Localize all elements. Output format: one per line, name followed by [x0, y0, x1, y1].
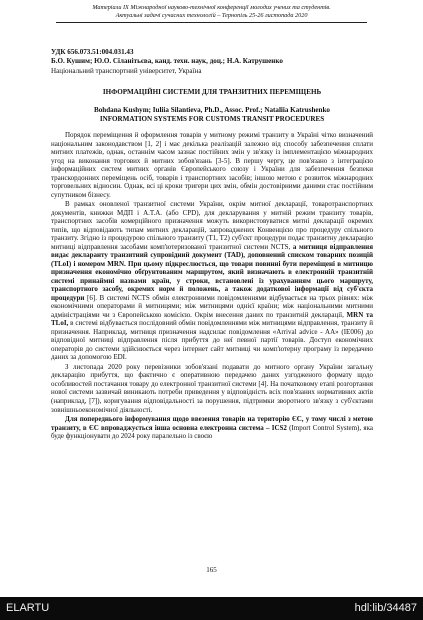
paragraph-4-bold-b: ICS2: [269, 423, 287, 432]
article-body: [51, 131, 373, 442]
article-title-en: INFORMATION SYSTEMS FOR CUSTOMS TRANSIT PROCEDURES: [99, 115, 325, 124]
paragraph-2: [51, 200, 373, 362]
paragraph-3: З листопада 2020 року перевізники зобов'язані подавати до митного органу України загальну декларацію прибуття, що фактично є оперативною передачею даних узгодженого формату щодо особливостей постачання товару до електронної транзитної системи [4]. На початковому етапі розгортання нової системи зазвичай виникають потреби приведення у відповідність всіх пов'язаних нормативних актів (наприклад, [7]), коригування відповідальності за порушення, підтримки зворотного зв'язку з суб'єктами зовнішньоекономічної діяльності.: [51, 362, 373, 414]
article-title-ua: ІНФОРМАЦІЙНІ СИСТЕМИ ДЛЯ ТРАНЗИТНИХ ПЕРЕМІЩЕНЬ: [102, 88, 322, 96]
footer-repository-name: ELARTU: [6, 602, 50, 614]
authors-en: Bohdana Kushym; Iuliia Silantieva, Ph.D., Assoc. Prof.; Nataliia Katrushenko: [94, 106, 330, 114]
footer-handle: hdl:lib/34487: [354, 602, 417, 614]
paragraph-2-text-d: в системі відбувається послідовний обмін повідомленнями між митницями відправлення, транзиту й призначення. Наприклад, митниця призначення надсилає повідомлення «Arrival advice - AA» (IE006) до відповідної митниці відправлення після прибуття до неї певної партії товарів. Доступ економічних операторів до системи здійснюється через інтернет сайт митниці чи комп'ютерну програму із передачею даних за допомогою EDI.: [51, 319, 373, 362]
authors-ua: Б.О. Кушим; Ю.О. Сіланітьєва, канд. техн. наук, доц.; Н.А. Катрушенко: [51, 57, 283, 66]
page-number: 165: [206, 566, 217, 574]
paragraph-4: [51, 415, 373, 441]
running-header: [56, 4, 367, 23]
header-line-2: Актуальні задачі сучасних технологій – Тернопіль 25-26 листопада 2020: [115, 12, 308, 19]
article-meta: [51, 48, 373, 76]
paragraph-2-text-c: [6]. В системі NCTS обмін електронними повідомленнями відбувається на трьох рівнях: між економічними операторами й митницями; між митницями однієї країни; між національними митними адміністраціями чи з Європейською комісією. Окрім внесення даних по транзитній декларації,: [51, 293, 373, 319]
affiliation: Національний транспортний університет, Україна: [51, 66, 202, 75]
paragraph-4-text-c: (Import Control System), яка буде функціонувати до 2024 року паралельно із своєю: [51, 423, 373, 441]
udc-code: УДК 656.073.51:004.031.43: [51, 48, 134, 56]
paragraph-2-bold-a: а митниця відправлення видає декларанту транзитний супровідний документ (TAD), доповнений списком товарних позицій (TLoI) і номером MRN. При цьому підкреслюється, що товари повинні бути переміщені в митницю призначення економічно обґрунтованим маршрутом, який визначають в електронній транзитній системі принаймні назвами країн, у строки, встановлені із урахуванням цього маршруту, транспортного засобу, окремих норм й положень, а також додаткової інформації від суб'єкта процедури: [51, 242, 373, 302]
paragraph-4-bold-a: Для попереднього інформування щодо ввезення товарів на територію ЄС, у тому числі з метою транзиту, в ЄС впроваджується інша основна електронна система –: [51, 415, 373, 432]
paragraph-2-bold-b: MRN та TLoI,: [51, 310, 373, 328]
repository-footer-bar: [0, 597, 423, 620]
paragraph-1: Порядок переміщення й оформлення товарів у митному режимі транзиту в Україні чітко визначений національним законодавством [1, 2] і має декілька реалізацій залежно від способу забезпечення сплати митних платежів, однак, останнім часом зазнає постійних змін у зв'язку із імплементацією міжнародних угод на виконання торгових й митних зобов'язань [3-5]. В першу чергу, це пов'язано з інтеграцією інформаційних систем митних органів Європейського союзу і України для забезпечення безпеки транскордонних переміщень осіб, товарів і транспортних засобів; іншою метою є розвиток міжнародних торговельних відносин. Однак, всі ці кроки тригери цих змін, обмін достовірними даними стає постійним супутником бізнесу.: [51, 131, 373, 199]
paragraph-2-text-a: В рамках оновленої транзитної системи України, окрім митної декларації, товаротранспортних документів, книжки МДП і А.Т.А. (або CPD), для декларування у митній режим транзиту товарів, транспортних засобів комерційного призначення можуть використовуватися митні декларації окремих типів, що відповідають типам митних декларацій, запроваджених Конвенцією про процедуру спільного транзиту. Згідно із процедурою спільного транзиту (T1, T2) суб'єкт процедури подає транзитну декларацію митниці відправлення засобами комп'ютеризованої транзитної системи NCTS,: [51, 200, 373, 251]
header-line-1: Матеріали IX Міжнародної науково-технічної конференції молодих учених та студентів.: [92, 4, 331, 11]
english-heading: [51, 106, 373, 125]
